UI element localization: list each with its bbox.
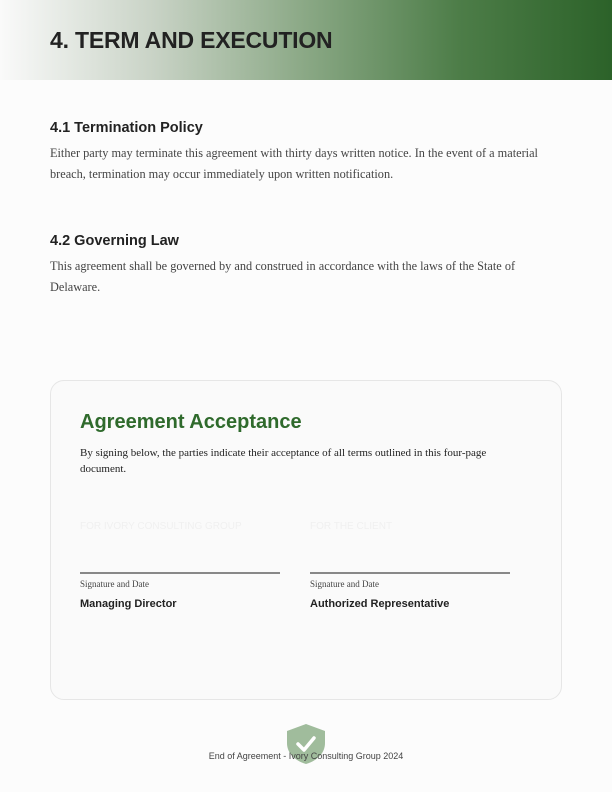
section-heading: 4.1 Termination Policy [50,120,203,136]
signature-block-company [80,521,280,610]
signer-party: FOR IVORY CONSULTING GROUP [80,521,242,532]
acceptance-title: Agreement Acceptance [80,411,302,433]
page-title: 4. TERM AND EXECUTION [50,27,333,53]
signer-role: Managing Director [80,598,177,610]
acceptance-card [50,380,562,700]
signature-label: Signature and Date [310,579,379,589]
section-body: Either party may terminate this agreement with thirty days written notice. In the event of a material breach, termination may occur immediately upon written notification. [50,146,538,181]
signature-block-client [310,521,510,610]
signature-line[interactable] [80,572,280,574]
signature-label: Signature and Date [80,579,149,589]
acceptance-intro: By signing below, the parties indicate their acceptance of all terms outlined in this four-page document. [80,447,487,475]
signature-line[interactable] [310,572,510,574]
signer-role: Authorized Representative [310,598,450,610]
signer-party: FOR THE CLIENT [310,521,393,532]
section-body: This agreement shall be governed by and construed in accordance with the laws of the State of Delaware. [50,259,516,294]
page-header [0,0,612,80]
footer-text: End of Agreement - Ivory Consulting Group 2024 [208,751,404,761]
section-heading: 4.2 Governing Law [50,233,179,249]
